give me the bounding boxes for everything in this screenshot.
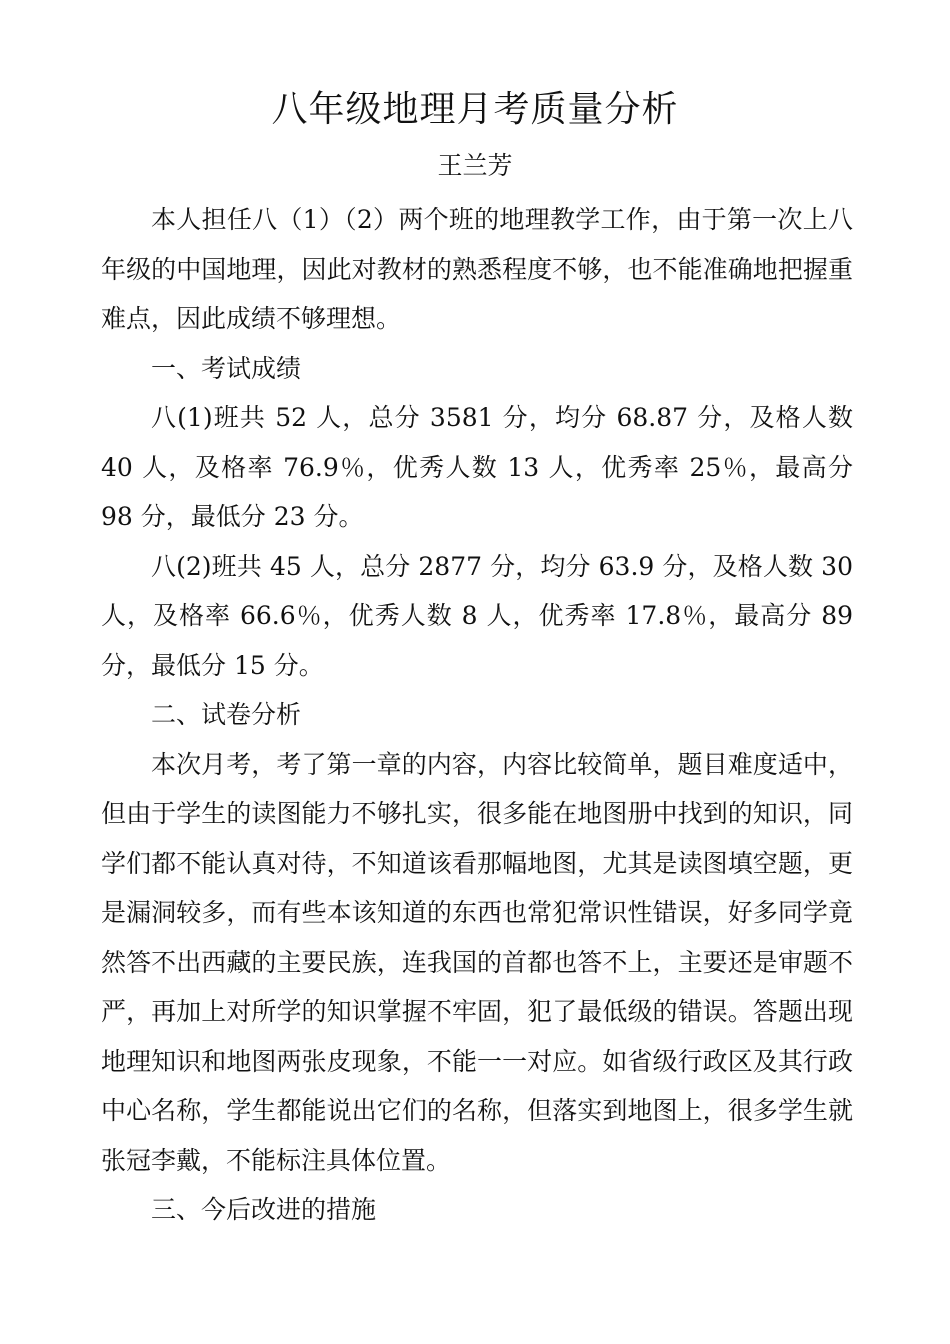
document-author: 王兰芳 — [437, 151, 513, 180]
section-heading-paper-analysis: 二、试卷分析 — [151, 700, 302, 729]
section-heading-improvements: 三、今后改进的措施 — [151, 1195, 377, 1224]
class-2-results-paragraph: 八(2)班共 45 人，总分 2877 分，均分 63.9 分，及格人数 30 人，及格率 66.6％，优秀人数 8 人，优秀率 17.8％，最高分 89 分，最低分 15 分。 — [101, 551, 853, 680]
section-heading-exam-results: 一、考试成绩 — [151, 353, 302, 383]
document-title: 八年级地理月考质量分析 — [271, 89, 679, 130]
class-1-results-paragraph: 八(1)班共 52 人，总分 3581 分，均分 68.87 分，及格人数 40 人，及格率 76.9％，优秀人数 13 人，优秀率 25％，最高分 98 分，最低分 23 分。 — [101, 403, 853, 531]
document-body — [101, 195, 853, 1235]
intro-paragraph: 本人担任八（1）（2）两个班的地理教学工作，由于第一次上八年级的中国地理，因此对教材的熟悉程度不够，也不能准确地把握重难点，因此成绩不够理想。 — [101, 205, 853, 333]
paper-analysis-paragraph: 本次月考，考了第一章的内容，内容比较简单，题目难度适中，但由于学生的读图能力不够扎实，很多能在地图册中找到的知识，同学们都不能认真对待，不知道该看那幅地图，尤其是读图填空题，更是漏洞较多，而有些本该知道的东西也常犯常识性错误，好多同学竟然答不出西藏的主要民族，连我国的首都也答不上，主要还是审题不严，再加上对所学的知识掌握不牢固，犯了最低级的错误。答题出现地理知识和地图两张皮现象，不能一一对应。如省级行政区及其行政中心名称，学生都能说出它们的名称，但落实到地图上，很多学生就张冠李戴，不能标注具体位置。 — [101, 749, 853, 1175]
